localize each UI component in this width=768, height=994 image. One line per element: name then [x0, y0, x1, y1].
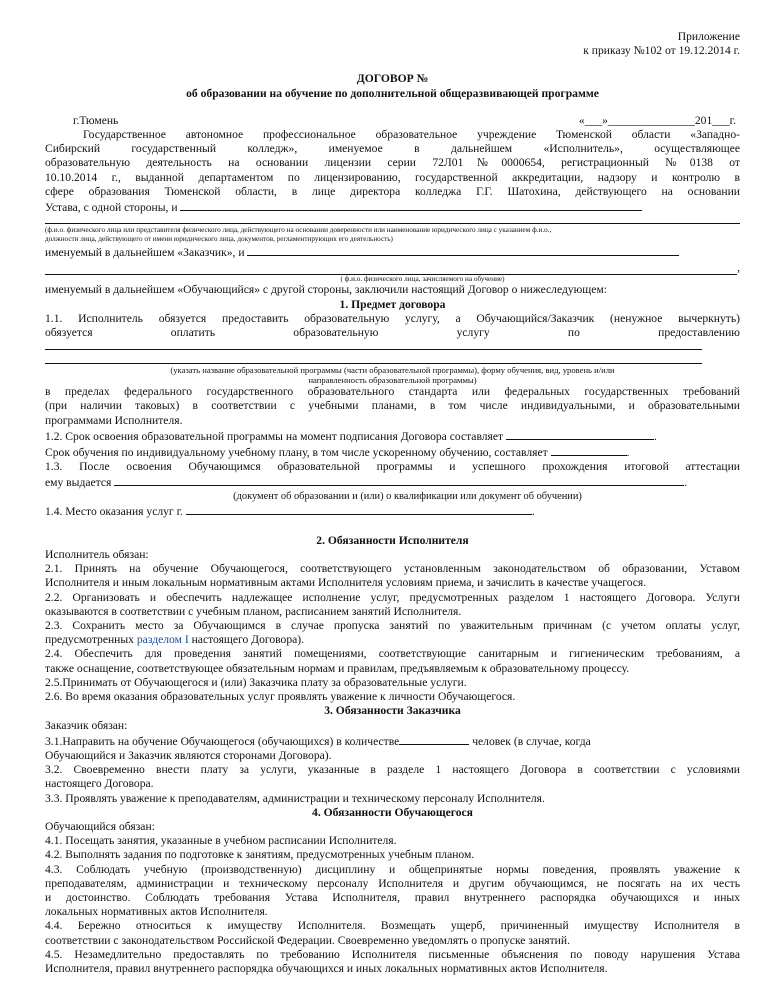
clause-2-2: оказываются в соответствии с учебным планом, расписанием занятий Исполнителя.: [45, 604, 462, 618]
student-name-blank[interactable]: [247, 244, 679, 256]
clause-1-2: 1.2. Срок освоения образовательной программы на момент подписания Договора составляет .: [45, 429, 657, 443]
preamble-line: Сибирский государственный колледж», именуемое в дальнейшем «Исполнитель», осуществляющее: [45, 142, 740, 156]
customer-note-line2: должности лица, действующего от имени юридического лица, документов, регламентирующих его деятельность): [45, 234, 393, 243]
party-name-blank[interactable]: [180, 199, 642, 211]
city-date-row: [45, 114, 740, 128]
clause-3-1-text: 3.1.Направить на обучение Обучающегося (обучающихся) в количестве: [45, 734, 400, 748]
contract-title: ДОГОВОР №: [356, 72, 429, 86]
clause-1-4: 1.4. Место оказания услуг г. .: [45, 504, 535, 518]
clause-1-3-text: ему выдается: [45, 476, 112, 490]
word: оплатить: [170, 326, 216, 340]
clause-1-1-words: [45, 326, 740, 340]
customer-note-line1: (ф.и.о. физического лица или представителя физического лица, действующего на основании доверенности или наименование юридического лица с указанием ф.и.о.,: [45, 226, 552, 235]
program-note-1: (указать название образовательной программы (части образовательной программы), форму обучения, вид, уровень и/или: [170, 365, 615, 376]
program-note-2: направленность образовательной программы): [308, 375, 477, 386]
word: образовательную: [293, 326, 379, 340]
preamble-line: образовательную деятельность на основании лицензии серии 72Л01№0000654, регистрационный №0138 от: [45, 156, 740, 170]
preamble-last-text: Устава, с одной стороны, и: [45, 201, 178, 215]
clause-2-3: [45, 633, 740, 647]
clause-4-4: соответствии с законодательством Российской Федерации. Своевременно уведомлять о пропуске занятий.: [45, 933, 570, 947]
clause-2-6: 2.6. Во время оказания образовательных услуг проявлять уважение к личности Обучающегося.: [45, 690, 516, 704]
word: предоставлению: [658, 326, 740, 340]
clause-1-2-b: Срок обучения по индивидуальному учебному плану, в том числе ускоренному обучению, составляет .: [45, 446, 630, 460]
document-note: (документ об образовании и (или) о квалификации или документ об обучении): [233, 490, 582, 502]
clause-3-3: 3.3. Проявлять уважение к преподавателям, администрации и техническому персоналу Исполнителя.: [45, 791, 545, 805]
clause-2-4: также оснащение, соответствующее обязательным нормам и правилам, предъявляемым к образовательному процессу.: [45, 661, 630, 675]
section-3-intro: Заказчик обязан:: [45, 718, 128, 732]
section-2-heading: 2. Обязанности Исполнителя: [316, 533, 469, 547]
term-blank[interactable]: [506, 428, 654, 440]
word: по: [567, 326, 580, 340]
clause-2-2: 2.2. Организовать и обеспечить надлежащее исполнение услуг, предусмотренных разделом 1 настоящего Договора. Услуги: [45, 590, 740, 604]
customer-line-text: именуемый в дальнейшем «Заказчик», и: [45, 246, 245, 260]
clause-1-1: 1.1. Исполнитель обязуется предоставить образовательную услугу, а Обучающийся/Заказчик (ненужное вычеркнуть): [45, 311, 740, 325]
clause-1-1-text: в пределах федерального государственного образовательного стандарта или федеральных государственных требований: [45, 385, 740, 399]
clause-4-2: 4.2. Выполнять задания по подготовке к занятиям, предусмотренных учебным планом.: [45, 848, 475, 862]
student-name-line[interactable]: [45, 264, 737, 275]
program-line-1[interactable]: [45, 340, 702, 350]
city: г.Тюмень: [73, 113, 119, 127]
preamble-line: [45, 199, 740, 215]
clause-2-1: Исполнителя и иным локальным нормативным актами Исполнителя условиям приема, и зачислить в качестве учащегося.: [45, 576, 647, 590]
clause-4-3: 4.3. Соблюдать учебную (производственную) дисциплину и общепринятые нормы поведения, проявлять уважение к: [45, 862, 740, 876]
appendix-label: Приложение: [677, 30, 740, 43]
clause-3-2: 3.2. Своевременно внести плату за услуги, указанные в разделе 1 настоящего Договора в соответствии с условиями: [45, 763, 740, 777]
clause-1-2b-text: Срок обучения по индивидуальному учебному плану, в том числе ускоренному обучению, составляет: [45, 446, 548, 460]
student-note: ( ф.и.о. физического лица, зачисляемого на обучение): [340, 274, 505, 283]
quantity-blank[interactable]: [399, 733, 469, 745]
section-3-heading: 3. Обязанности Заказчика: [324, 704, 461, 718]
clause-2-3-text: предусмотренных: [45, 633, 137, 647]
clause-3-2: настоящего Договора.: [45, 777, 154, 791]
clause-4-3: преподавателям, администрации и техническому персоналу Исполнителя и другим обучающимся, не посягать на их честь: [45, 876, 740, 890]
clause-3-1-text: человек (в случае, когда: [469, 734, 591, 748]
section-1-heading: 1. Предмет договора: [339, 297, 446, 311]
document-blank[interactable]: [114, 474, 684, 486]
clause-2-4: 2.4. Обеспечить для проведения занятий помещениями, соответствующие санитарным и гигиеническим требованиям, а: [45, 647, 740, 661]
student-line: именуемый в дальнейшем «Обучающийся» с другой стороны, заключили настоящий Договор о нижеследующем:: [45, 283, 607, 297]
clause-4-3: и достоинство. Соблюдать требования Устава Исполнителя, правил внутреннего распорядка обучающихся и иных: [45, 890, 740, 904]
order-reference: к приказу №102 от 19.12.2014 г.: [583, 44, 740, 58]
section-2-intro: Исполнитель обязан:: [45, 548, 149, 562]
clause-4-5: 4.5. Незамедлительно предоставлять по требованию Исполнителя письменные объяснения по поводу нарушения Устава: [45, 947, 740, 961]
student-name-row: [45, 261, 740, 275]
date-field[interactable]: «___»_______________201___г.: [578, 113, 736, 127]
individual-term-blank[interactable]: [551, 444, 627, 456]
preamble-line: Государственное автономное профессиональное образовательное учреждение Тюменской области «Западно-: [83, 128, 740, 142]
clause-1-4-text: 1.4. Место оказания услуг г.: [45, 504, 183, 518]
section-1-link[interactable]: разделом I: [136, 633, 189, 647]
customer-line: [45, 244, 740, 260]
clause-4-5: Исполнителя, правил внутреннего распорядка обучающихся и иных локальных нормативных актов Исполнителя.: [45, 961, 608, 975]
place-blank[interactable]: [186, 503, 532, 515]
clause-1-3: 1.3. После освоения Обучающимся образовательной программы и успешного прохождения итоговой аттестации: [45, 460, 740, 474]
clause-1-2-text: 1.2. Срок освоения образовательной программы на момент подписания Договора составляет: [45, 429, 504, 443]
section-4-intro: Обучающийся обязан:: [45, 819, 155, 833]
clause-2-3-text: настоящего Договора).: [188, 633, 305, 647]
preamble: [45, 128, 740, 215]
program-line-2[interactable]: [45, 350, 702, 364]
clause-3-1: Обучающийся и Заказчик являются сторонами Договора).: [45, 748, 332, 762]
clause-2-1: 2.1. Принять на обучение Обучающегося, соответствующего установленным законодательством об образовании, Уставом: [45, 562, 740, 576]
clause-4-3: локальных нормативных актов Исполнителя.: [45, 905, 268, 919]
clause-3-1: [45, 733, 740, 749]
preamble-line: 10.10.2014 г., выданной департаментом по лицензированию, государственной аккредитации, надзору и контролю в: [45, 170, 740, 184]
clause-1-1-text: (при наличии таковых) в соответствии с учебными планами, в том числе индивидуальными, и образовательными: [45, 399, 740, 413]
customer-name-line[interactable]: [45, 215, 740, 224]
preamble-line: сфере образования Тюменской области, в лице директора колледжа Г.Г. Шатохина, действующего на основании: [45, 184, 740, 198]
clause-2-5: 2.5.Принимать от Обучающегося и (или) Заказчика плату за образовательные услуги.: [45, 675, 467, 689]
clause-4-4: 4.4. Бережно относиться к имуществу Исполнителя. Возмещать ущерб, причиненный имуществу Исполнителя в: [45, 919, 740, 933]
clause-2-3: 2.3. Сохранить место за Обучающимся в случае пропуска занятий по уважительным причинам (с учетом оплаты услуг,: [45, 619, 740, 633]
section-4-heading: 4. Обязанности Обучающегося: [312, 805, 473, 819]
clause-1-3-b: ему выдается .: [45, 476, 688, 490]
clause-4-1: 4.1. Посещать занятия, указанные в учебном расписании Исполнителя.: [45, 834, 397, 848]
clause-1-1-text: программами Исполнителя.: [45, 413, 183, 427]
contract-subtitle: об образовании на обучение по дополнительной общеразвивающей программе: [186, 86, 599, 100]
comma: ,: [737, 260, 740, 274]
word: обязуется: [45, 326, 93, 340]
word: услугу: [456, 326, 490, 340]
